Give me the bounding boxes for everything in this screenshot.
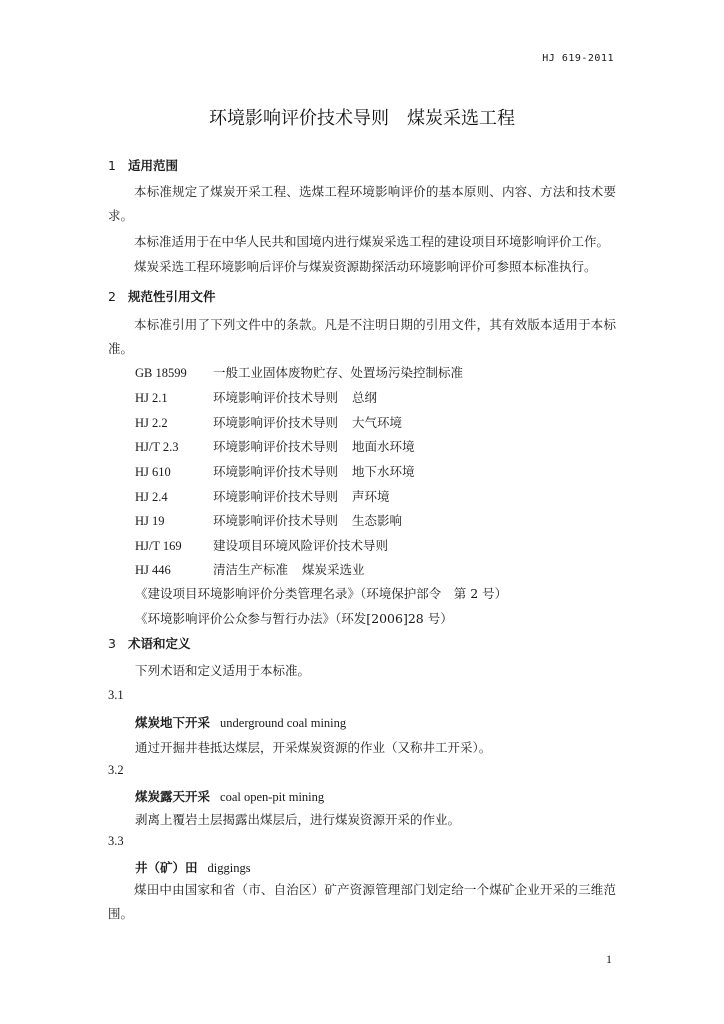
paragraph: 本标准规定了煤炭开采工程、选煤工程环境影响评价的基本原则、内容、方法和技术要求。 — [108, 184, 616, 223]
reference-title: 建设项目环境风险评价技术导则 — [213, 538, 389, 553]
term-entry — [135, 713, 346, 731]
reference-code: GB 18599 — [135, 366, 187, 380]
term-definition: 煤田中由国家和省（市、自治区）矿产资源管理部门划定给一个煤矿企业开采的三维范围。 — [108, 882, 616, 921]
reference-code: HJ/T 2.3 — [135, 440, 179, 454]
term-english: diggings — [207, 861, 251, 875]
reference-title: 环境影响评价技术导则 大气环境 — [213, 415, 403, 430]
title-main: 环境影响评价技术导则 — [209, 108, 389, 129]
section-number: 2 — [108, 289, 116, 304]
standard-code: HJ 619-2011 — [542, 53, 614, 64]
term-number: 3.1 — [108, 688, 124, 702]
title-sub: 煤炭采选工程 — [407, 108, 515, 129]
reference-title: 环境影响评价技术导则 总纲 — [213, 390, 378, 405]
reference-title: 一般工业固体废物贮存、处置场污染控制标准 — [213, 365, 464, 380]
reference-item — [135, 560, 365, 578]
term-english: coal open-pit mining — [220, 790, 325, 804]
page-title — [0, 104, 724, 130]
term-number: 3.2 — [108, 763, 124, 777]
section-1-heading — [108, 156, 178, 174]
reference-code: HJ 2.2 — [135, 416, 168, 430]
reference-title: 环境影响评价技术导则 地面水环境 — [213, 439, 415, 454]
term-definition: 通过开掘井巷抵达煤层，开采煤炭资源的作业（又称井工开采）。 — [135, 740, 492, 755]
reference-code: HJ 19 — [135, 514, 165, 528]
reference-code: HJ 2.1 — [135, 391, 168, 405]
paragraph: 煤炭采选工程环境影响后评价与煤炭资源勘探活动环境影响评价可参照本标准执行。 — [134, 259, 597, 274]
term-chinese: 煤炭露天开采 — [135, 789, 211, 804]
reference-title: 环境影响评价技术导则 生态影响 — [213, 513, 403, 528]
term-definition: 剥离上覆岩土层揭露出煤层后，进行煤炭资源开采的作业。 — [135, 812, 461, 827]
reference-item — [135, 388, 377, 406]
paragraph: 本标准适用于在中华人民共和国境内进行煤炭采选工程的建设项目环境影响评价工作。 — [134, 234, 610, 249]
section-title: 适用范围 — [128, 158, 179, 173]
term-english: underground coal mining — [220, 716, 347, 730]
reference-title: 清洁生产标准 煤炭采选业 — [213, 562, 365, 577]
reference-document: 《环境影响评价公众参与暂行办法》（环发[2006]28 号） — [135, 611, 453, 626]
paragraph: 下列术语和定义适用于本标准。 — [135, 663, 311, 678]
term-entry — [135, 858, 251, 876]
reference-title: 环境影响评价技术导则 地下水环境 — [213, 464, 415, 479]
page-number: 1 — [606, 952, 612, 966]
reference-code: HJ 446 — [135, 563, 171, 577]
reference-item — [135, 413, 402, 431]
paragraph: 本标准引用了下列文件中的条款。凡是不注明日期的引用文件，其有效版本适用于本标准。 — [108, 317, 616, 356]
reference-item — [135, 462, 415, 480]
section-number: 3 — [108, 636, 116, 651]
section-3-heading — [108, 634, 191, 652]
reference-item — [135, 487, 390, 505]
term-entry — [135, 787, 324, 805]
reference-code: HJ 610 — [135, 465, 171, 479]
reference-item — [135, 511, 402, 529]
section-title: 规范性引用文件 — [128, 289, 216, 304]
reference-item — [135, 536, 388, 554]
section-2-heading — [108, 287, 216, 305]
reference-item — [135, 437, 415, 455]
reference-title: 环境影响评价技术导则 声环境 — [213, 489, 390, 504]
section-title: 术语和定义 — [128, 636, 191, 651]
term-chinese: 井（矿）田 — [135, 860, 198, 875]
term-number: 3.3 — [108, 834, 124, 848]
reference-document: 《建设项目环境影响评价分类管理名录》（环境保护部令 第 2 号） — [135, 586, 508, 601]
reference-item — [135, 363, 463, 381]
term-chinese: 煤炭地下开采 — [135, 715, 211, 730]
section-number: 1 — [108, 158, 116, 173]
reference-code: HJ/T 169 — [135, 539, 182, 553]
reference-code: HJ 2.4 — [135, 490, 168, 504]
